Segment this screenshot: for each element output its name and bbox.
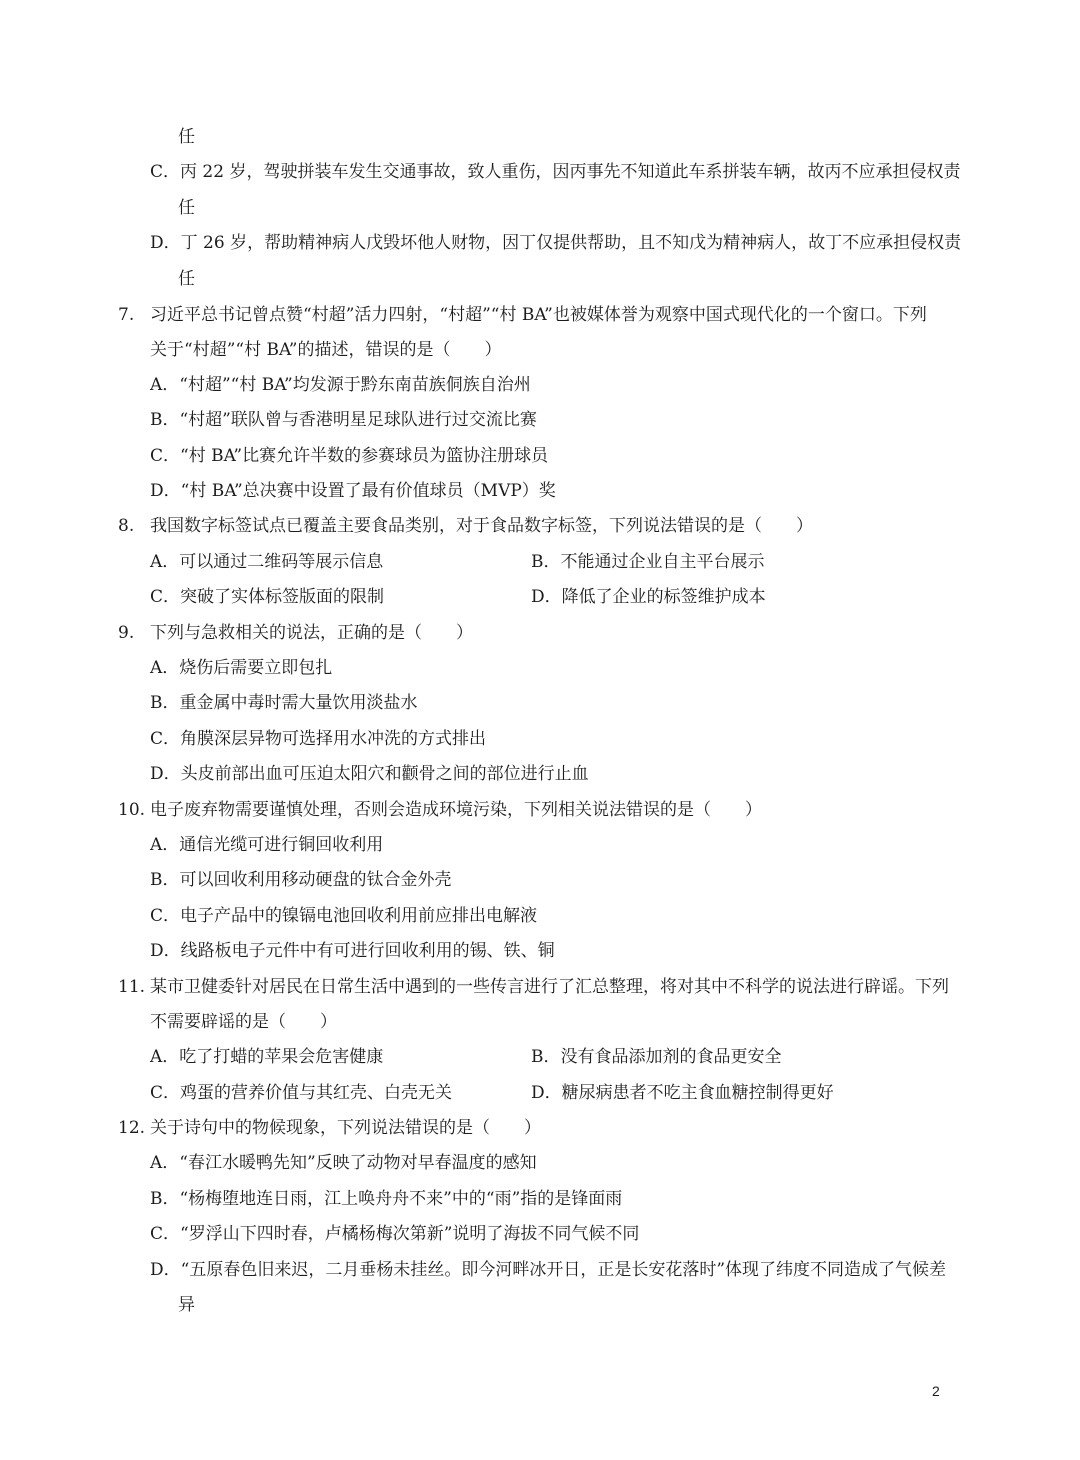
page-number: 2 [932,1383,940,1399]
option-d-continued: 异 [178,1295,195,1315]
question-number: 10. [118,800,146,820]
question-stem-continued: 关于“村超”“村 BA”的描述，错误的是（ ） [150,340,502,360]
question-stem: 电子废弃物需要谨慎处理，否则会造成环境污染，下列相关说法错误的是（ ） [150,800,762,820]
option-d: D．糖尿病患者不吃主食血糖控制得更好 [531,1083,834,1103]
option-d: D．“村 BA”总决赛中设置了最有价值球员（MVP）奖 [150,481,556,501]
option-c: C．突破了实体标签版面的限制 [150,587,385,607]
question-number: 12. [118,1118,146,1138]
option-d: D．降低了企业的标签维护成本 [531,587,766,607]
question-stem: 某市卫健委针对居民在日常生活中遇到的一些传言进行了汇总整理，将对其中不科学的说法进行辟谣。下列 [150,977,949,997]
option-d-continued: 任 [178,269,195,289]
option-b: B．不能通过企业自主平台展示 [531,552,765,572]
option-d: D．线路板电子元件中有可进行回收利用的锡、铁、铜 [150,941,555,961]
option-c: C．“村 BA”比赛允许半数的参赛球员为篮协注册球员 [150,446,549,466]
option-c: C．鸡蛋的营养价值与其红壳、白壳无关 [150,1083,453,1103]
option-c: C．电子产品中的镍镉电池回收利用前应排出电解液 [150,906,538,926]
question-number: 7. [118,305,135,325]
option-a: A．烧伤后需要立即包扎 [150,658,333,678]
option-a: A．“春江水暖鸭先知”反映了动物对早春温度的感知 [150,1153,537,1173]
question-stem: 关于诗句中的物候现象，下列说法错误的是（ ） [150,1118,541,1138]
option-d: D．头皮前部出血可压迫太阳穴和颧骨之间的部位进行止血 [150,764,589,784]
option-a: A．可以通过二维码等展示信息 [150,552,384,572]
option-a: A．“村超”“村 BA”均发源于黔东南苗族侗族自治州 [150,375,531,395]
option-c: C．丙 22 岁，驾驶拼装车发生交通事故，致人重伤，因丙事先不知道此车系拼装车辆，故丙不应承担侵权责 [150,162,961,182]
option-b: B．重金属中毒时需大量饮用淡盐水 [150,693,418,713]
option-b: B．可以回收利用移动硬盘的钛合金外壳 [150,870,452,890]
carryover-text: 任 [178,127,195,147]
option-d: D．“五原春色旧来迟，二月垂杨未挂丝。即今河畔冰开日，正是长安花落时”体现了纬度不同造成了气候差 [150,1260,947,1280]
question-stem: 我国数字标签试点已覆盖主要食品类别，对于食品数字标签，下列说法错误的是（ ） [150,516,813,536]
option-c: C．角膜深层异物可选择用水冲洗的方式排出 [150,729,487,749]
question-stem: 习近平总书记曾点赞“村超”活力四射，“村超”“村 BA”也被媒体誉为观察中国式现代化的一个窗口。下列 [150,305,927,325]
option-b: B．没有食品添加剂的食品更安全 [531,1047,782,1067]
option-d: D．丁 26 岁，帮助精神病人戊毁坏他人财物，因丁仅提供帮助，且不知戊为精神病人，故丁不应承担侵权责 [150,233,962,253]
option-c: C．“罗浮山下四时春，卢橘杨梅次第新”说明了海拔不同气候不同 [150,1224,640,1244]
option-b: B．“杨梅堕地连日雨，江上唤舟舟不来”中的“雨”指的是锋面雨 [150,1189,623,1209]
question-number: 11. [118,977,146,997]
question-number: 8. [118,516,135,536]
question-number: 9. [118,623,135,643]
option-c-continued: 任 [178,198,195,218]
option-a: A．吃了打蜡的苹果会危害健康 [150,1047,384,1067]
question-stem-continued: 不需要辟谣的是（ ） [150,1012,337,1032]
option-b: B．“村超”联队曾与香港明星足球队进行过交流比赛 [150,410,537,430]
question-stem: 下列与急救相关的说法，正确的是（ ） [150,623,473,643]
option-a: A．通信光缆可进行铜回收利用 [150,835,384,855]
